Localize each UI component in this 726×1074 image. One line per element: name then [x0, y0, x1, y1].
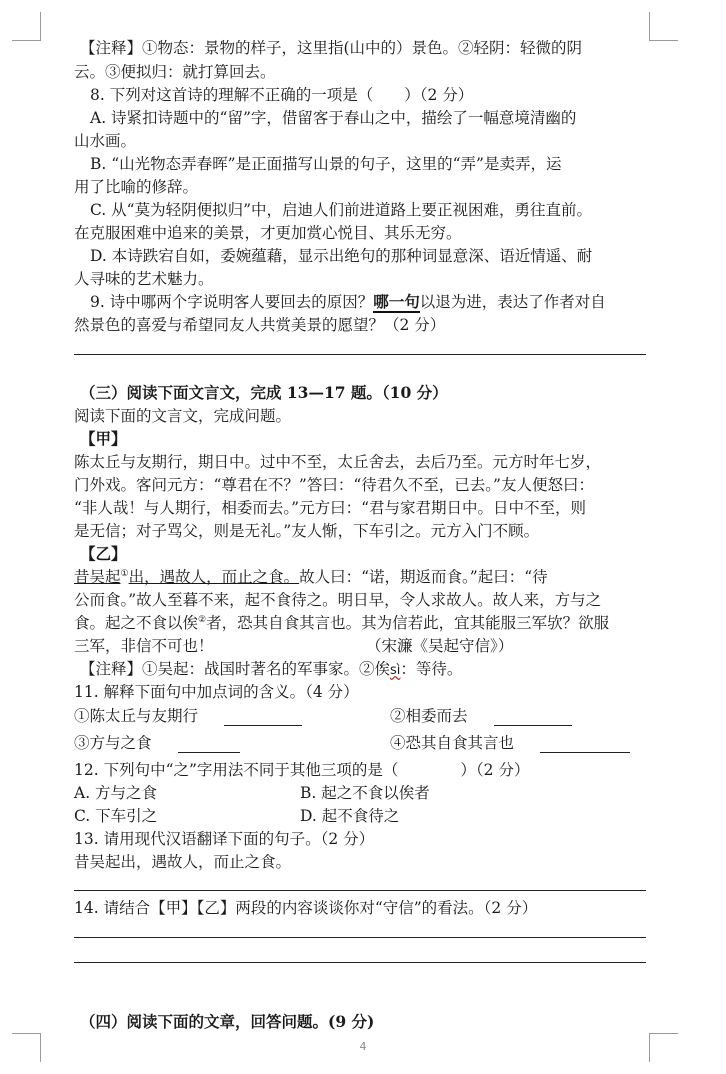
q8-option-d-line-1: D. 本诗跌宕自如，委婉蕴藉，显示出绝句的那种词显意深、语近情遥、耐 [90, 247, 593, 265]
notes-text-b: ：等待。 [400, 660, 463, 678]
q13-answer-line[interactable] [74, 890, 646, 891]
q12-stem: 12. 下列句中“之”字用法不同于其他三项的是（ ）（2 分） [74, 761, 530, 779]
footnote-marker-2: ② [198, 614, 207, 625]
q8-option-d-line-2: 人寻味的艺术魅力。 [74, 270, 214, 288]
q9-answer-line[interactable] [74, 354, 646, 355]
passage-yi-line-2: 公而食。”故人至暮不来，起不食待之。明日早，令人求故人。故人来，方与之 [74, 591, 602, 609]
passage-yi-source: （宋濂《吴起守信》） [366, 637, 514, 655]
q11-stem: 11. 解释下面句中加点词的含义。（4 分） [74, 683, 359, 701]
passage-yi-line-3-b: 者，恐其自食其言也。其为信若此，宜其能服三军欤？欲服 [206, 614, 610, 632]
page-number: 4 [359, 1040, 367, 1053]
q11-blank-1[interactable] [224, 725, 302, 726]
q11-item-4-text: ④恐其自食其言也 [390, 734, 515, 752]
q11-item-3-text: ③方与之食 [74, 734, 152, 752]
passage-yi-notes [80, 659, 462, 681]
passage-yi-underlined-b: 出，遇故人，而止之食。 [128, 568, 300, 586]
q12-option-c: C. 下车引之 [74, 807, 158, 825]
passage-yi-underlined-a: 昔吴起 [74, 568, 121, 586]
q11-item-2 [390, 706, 572, 726]
q11-blank-3[interactable] [178, 752, 240, 753]
q8-option-a-line-1: A. 诗紧扣诗题中的“留”字，借留客于春山之中，描绘了一幅意境清幽的 [90, 109, 577, 127]
notes-text-a: 【注释】①吴起：战国时著名的军事家。②俟 [80, 660, 391, 678]
q8-option-b-line-2: 用了比喻的修辞。 [74, 178, 199, 196]
q11-blank-4[interactable] [540, 752, 630, 753]
q8-option-c-line-2: 在克服困难中追来的美景，才更加赏心悦目、其乐无穷。 [74, 224, 462, 242]
passage-yi-label: 【乙】 [80, 544, 127, 563]
passage-yi-line-3 [74, 613, 609, 633]
passage-jia-line-1: 陈太丘与友期行，期日中。过中不至，太丘舍去，去后乃至。元方时年七岁， [74, 453, 602, 471]
q8-stem: 8. 下列对这首诗的理解不正确的一项是（ ）（2 分） [90, 86, 474, 104]
q8-option-b-line-1: B. “山光物态弄春晖”是正面描写山景的句子，这里的“弄”是卖弄，运 [90, 155, 562, 173]
q11-item-4 [390, 733, 630, 753]
q14-answer-line-1[interactable] [74, 937, 646, 938]
q13-stem: 13. 请用现代汉语翻译下面的句子。（2 分） [74, 830, 375, 848]
passage-jia-label: 【甲】 [80, 429, 127, 448]
passage-yi-line-1 [74, 567, 548, 587]
q12-option-b: B. 起之不食以俟者 [300, 784, 430, 802]
q9-text-a: 9. 诗中哪两个字说明客人要回去的原因？ [90, 293, 374, 311]
q9-stem-line-2: 然景色的喜爱与希望同友人共赏美景的愿望？（2 分） [74, 316, 446, 334]
crop-mark-top-right [649, 12, 678, 41]
section-3-intro: 阅读下面的文言文，完成问题。 [74, 407, 292, 425]
poem-notes-line-1: 【注释】①物态：景物的样子，这里指(山中的）景色。②轻阴：轻微的阴 [80, 39, 583, 57]
q9-emphasis: 哪一句 [373, 292, 420, 311]
q11-item-1 [74, 706, 302, 726]
passage-jia-line-2: 门外戏。客问元方：“尊君在不？”答曰：“待君久不至，已去。”友人便怒曰： [74, 476, 594, 494]
q11-item-1-text: ①陈太丘与友期行 [74, 707, 199, 725]
crop-mark-top-left [12, 12, 41, 41]
poem-notes-line-2: 云。③便拟归：就打算回去。 [74, 63, 276, 81]
q8-option-a-line-2: 山水画。 [74, 132, 137, 150]
passage-yi-line-1-rest: 故人曰：“诺，期返而食。”起曰：“待 [299, 568, 548, 586]
q12-option-a: A. 方与之食 [74, 784, 158, 802]
q11-item-3 [74, 733, 240, 753]
q9-stem-line-1 [90, 292, 606, 312]
q11-item-2-text: ②相委而去 [390, 707, 468, 725]
q12-option-d: D. 起不食待之 [300, 807, 400, 825]
footnote-marker-1: ① [120, 568, 129, 579]
q8-option-c-line-1: C. 从“莫为轻阴便拟归”中，启迪人们前进道路上要正视困难，勇往直前。 [90, 201, 593, 219]
q14-stem: 14. 请结合【甲】【乙】两段的内容谈谈你对“守信”的看法。（2 分） [74, 899, 538, 917]
q13-sentence: 昔吴起出，遇故人，而止之食。 [74, 853, 292, 871]
pinyin-si: sì [390, 663, 401, 678]
q9-text-c: 以退为进，表达了作者对自 [419, 293, 606, 311]
q11-blank-2[interactable] [494, 725, 572, 726]
passage-yi-line-3-a: 食。起之不食以俟 [74, 614, 199, 632]
section-4-title: （四）阅读下面的文章，回答问题。(9 分) [80, 1012, 375, 1031]
passage-yi-line-4: 三军，非信不可也！ [74, 637, 214, 655]
q14-answer-line-2[interactable] [74, 962, 646, 963]
passage-jia-line-3: “非人哉！与人期行，相委而去。”元方曰：“君与家君期日中。日中不至，则 [74, 499, 587, 517]
passage-jia-line-4: 是无信；对子骂父，则是无礼。”友人惭，下车引之。元方入门不顾。 [74, 522, 540, 540]
section-3-title: （三）阅读下面文言文，完成 13—17 题。（10 分） [80, 383, 448, 402]
